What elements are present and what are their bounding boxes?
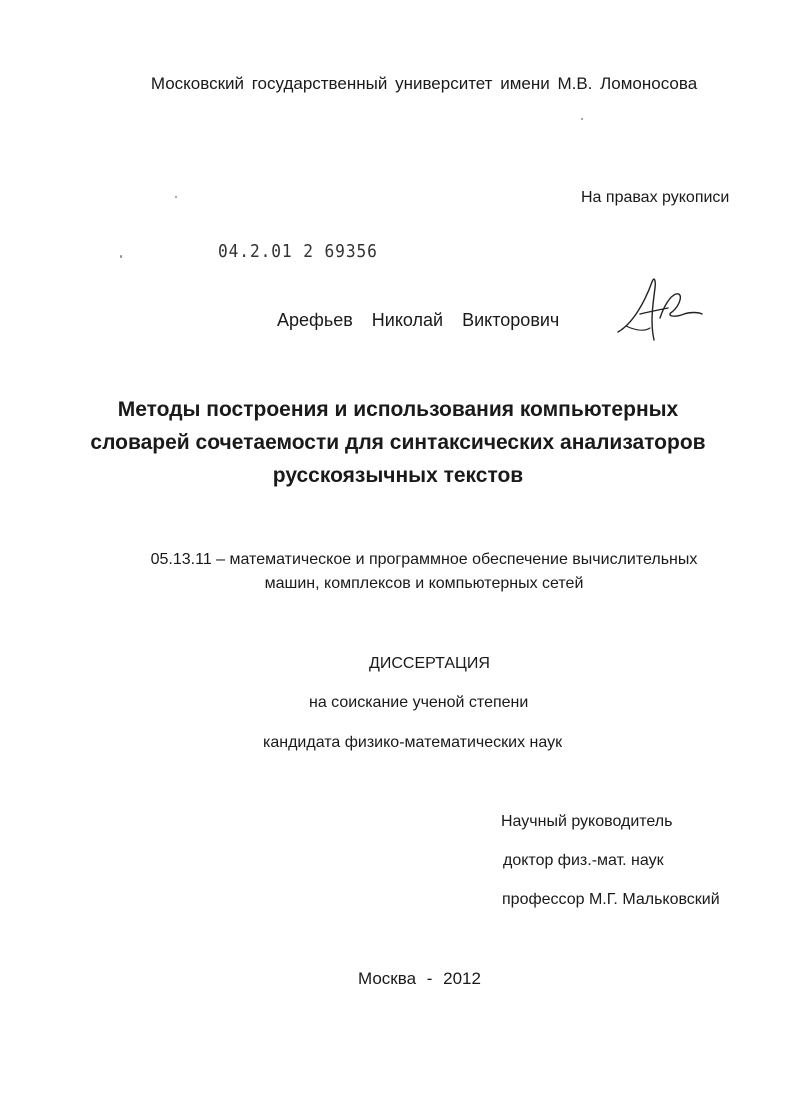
scan-speck [581, 118, 583, 120]
title-line: словарей сочетаемости для синтаксических анализаторов [90, 431, 706, 454]
title-line: Методы построения и использования компьютерных [117, 398, 679, 421]
author-signature [614, 274, 704, 346]
university-name: Московский государственный университет имени М.В. Ломоносова [150, 74, 698, 93]
city-year: Москва - 2012 [358, 969, 481, 988]
dissertation-title [0, 393, 796, 492]
author-name: Арефьев Николай Викторович [277, 310, 560, 330]
supervisor-role: Научный руководитель [501, 813, 673, 830]
scan-speck [175, 196, 177, 198]
document-type: ДИССЕРТАЦИЯ [369, 655, 490, 672]
supervisor-degree: доктор физ.-мат. наук [503, 852, 664, 869]
specialty-line: машин, комплексов и компьютерных сетей [264, 575, 584, 592]
specialty-line: 05.13.11 – математическое и программное обеспечение вычислительных [150, 551, 698, 568]
rights-note: На правах рукописи [581, 189, 730, 206]
specialty-code [0, 548, 796, 596]
degree-line-2: кандидата физико-математических наук [263, 734, 563, 751]
registration-number: 04.2.01 2 69356 [218, 241, 378, 262]
scan-speck [120, 255, 122, 258]
supervisor-name: профессор М.Г. Мальковский [502, 891, 720, 908]
title-line: русскоязычных текстов [272, 464, 524, 487]
degree-line-1: на соискание ученой степени [309, 694, 529, 711]
